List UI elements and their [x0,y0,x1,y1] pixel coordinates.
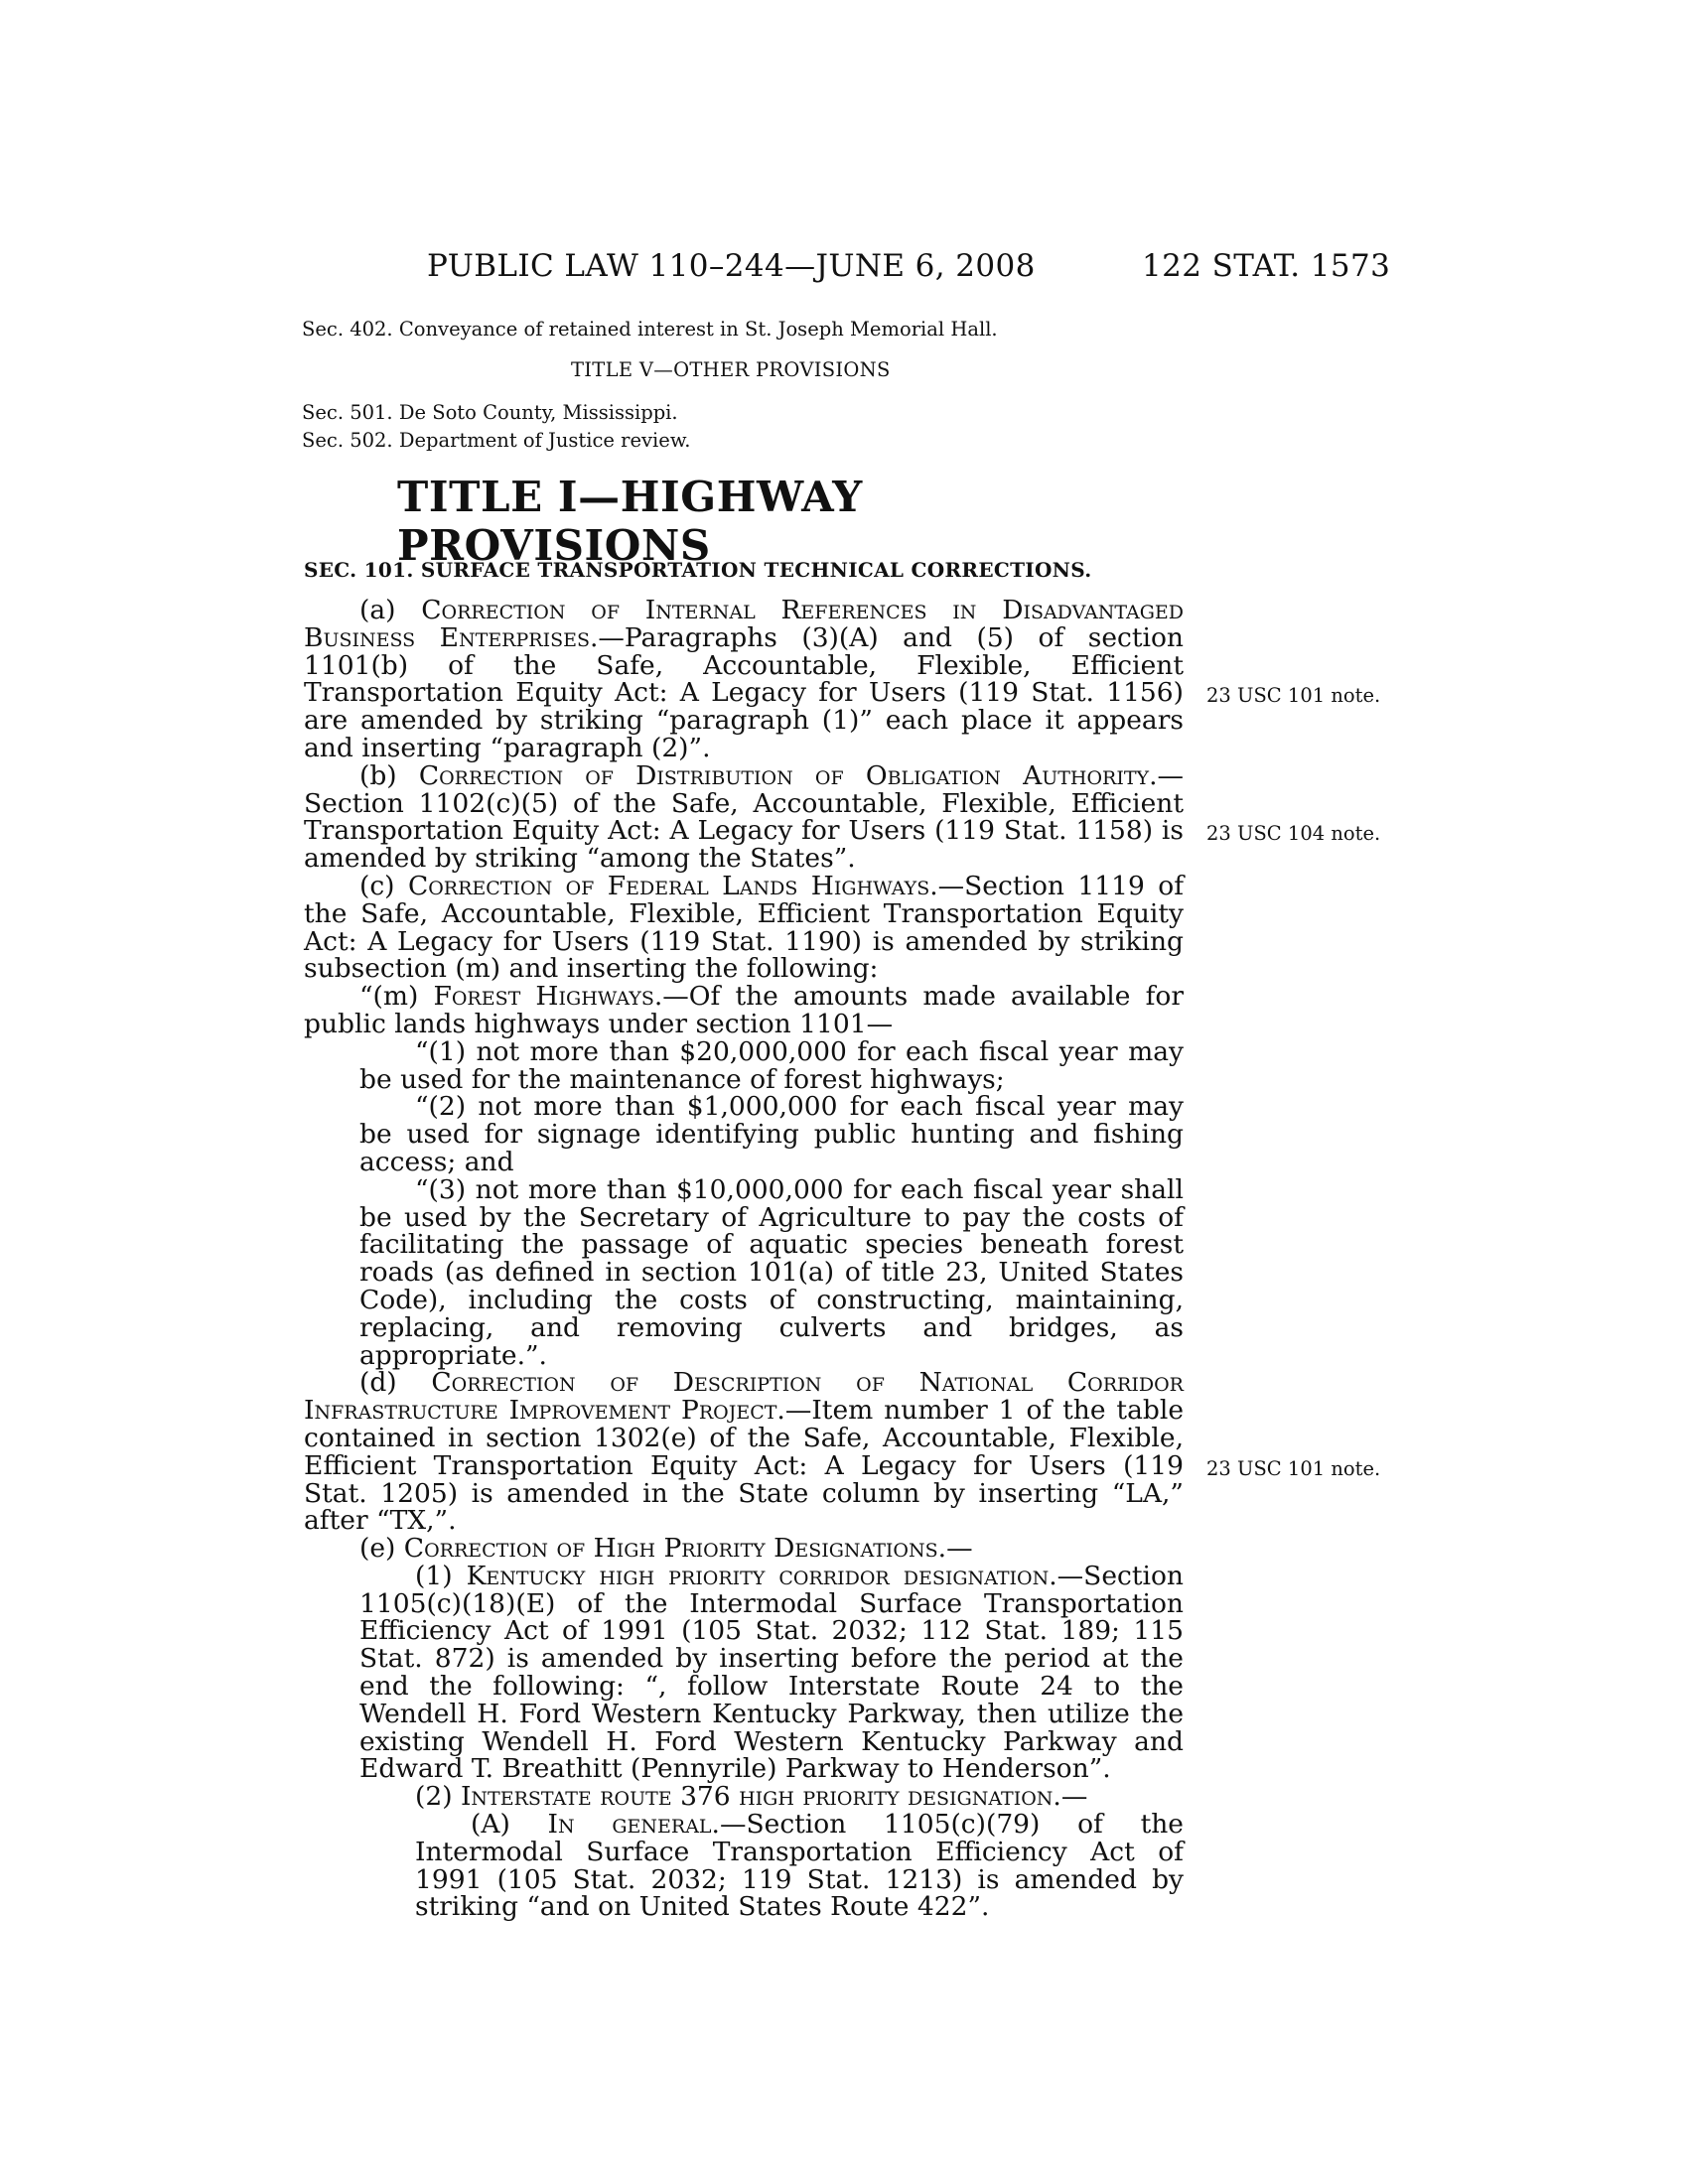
paragraph-e2-label: (2) [415,1781,461,1813]
subparagraph-e2a [304,1811,1184,1921]
subsection-b-text: — Section 1102(c)(5) of the Safe, Accountable, Flexible, Efficient Transportation Equity Act: A Legacy for Users (119 Stat. 1158) is amended by striking “among the States”. [304,759,1184,875]
section-body [304,597,1184,1921]
page-citation: 122 STAT. 1573 [1142,248,1391,284]
subsection-e-label: (e) [359,1533,404,1565]
paragraph-e1 [304,1560,1184,1785]
quoted-subsection-m-label: “(m) [359,981,434,1013]
subsection-d-text: —Item number 1 of the table contained in section 1302(e) of the Safe, Accountable, Flexible, Efficient Transportation Equity Act: A Legacy for Users (119 Stat. 1205) is amended in the State column by inserting “LA,” after “TX,”. [304,1395,1185,1537]
paragraph-e2-text: — [1060,1781,1088,1813]
margin-note-b: 23 USC 104 note. [1206,822,1381,845]
subsection-a-heading: Correction of Internal References in Disadvantaged Business Enterprises. [304,595,1184,653]
toc-item-402: Sec. 402. Conveyance of retained interest in St. Joseph Memorial Hall. [302,318,998,341]
subsection-a [304,597,1184,762]
quoted-paragraph-3: “(3) not more than $10,000,000 for each fiscal year shall be used by the Secretary of Agriculture to pay the costs of facilitating the passage of aquatic species beneath forest roads (as defined in section 101(a) of title 23, United States Code), including the costs of constructing, maintaining, replacing, and removing culverts and bridges, as appropriate.”. [359,1173,1184,1371]
section-heading: SEC. 101. SURFACE TRANSPORTATION TECHNICAL CORRECTIONS. [304,558,1092,582]
subsection-a-label: (a) [359,595,422,625]
toc-item-501: Sec. 501. De Soto County, Mississippi. [302,401,678,424]
subsection-d-heading: Correction of Description of National Corridor Infrastructure Improvement Project. [304,1367,1184,1427]
title-heading: TITLE I—HIGHWAY PROVISIONS [397,473,863,570]
paragraph-e1-heading: Kentucky high priority corridor designation. [466,1560,1057,1591]
subsection-b [304,759,1184,875]
subsection-d-label: (d) [359,1367,432,1399]
toc-title-v: TITLE V—OTHER PROVISIONS [571,358,891,381]
subsection-b-heading: Correction of Distribution of Obligation Authority. [418,759,1158,791]
subsection-e [304,1535,1184,1563]
subsection-b-label: (b) [359,759,419,791]
subsection-a-text: —Paragraphs (3)(A) and (5) of section 1101(b) of the Safe, Accountable, Flexible, Efficient Transportation Equity Act: A Legacy for Users (119 Stat. 1156) are amended by striking “paragraph (1)” each place it appears and inserting “paragraph (2)”. [304,621,1184,763]
paragraph-e2 [304,1783,1184,1811]
quoted-subsection-m-heading: Forest Highways. [433,981,663,1013]
quoted-paragraph-2: “(2) not more than $1,000,000 for each fiscal year may be used for signage identifying public hunting and fishing access; and [359,1091,1184,1177]
subsection-c-label: (c) [359,870,408,901]
subsection-d [304,1369,1184,1535]
margin-note-d: 23 USC 101 note. [1206,1457,1381,1480]
subsection-e-text: — [946,1533,973,1565]
margin-note-a: 23 USC 101 note. [1206,684,1381,707]
quoted-subsection-m-text: —Of the amounts made available for public lands highways under section 1101— [304,981,1184,1039]
paragraph-e2-heading: Interstate route 376 high priority designation. [460,1781,1061,1813]
subparagraph-e2a-text: —Section 1105(c)(79) of the Intermodal Surface Transportation Efficiency Act of 1991 (105 Stat. 2032; 119 Stat. 1213) is amended by striking “and on United States Route 422”. [415,1809,1184,1923]
toc-item-502: Sec. 502. Department of Justice review. [302,429,691,452]
paragraph-e1-label: (1) [415,1560,467,1591]
running-header-title: PUBLIC LAW 110–244—JUNE 6, 2008 [427,248,1036,284]
subsection-c-heading: Correction of Federal Lands Highways. [407,870,938,901]
subsection-e-heading: Correction of High Priority Designations. [403,1533,947,1565]
subsection-c-text: —Section 1119 of the Safe, Accountable, Flexible, Efficient Transportation Equity Act: A Legacy for Users (119 Stat. 1190) is amended by striking subsection (m) and inserting the following: [304,870,1184,985]
subparagraph-e2a-heading: In general. [547,1809,720,1841]
paragraph-e1-text: —Section 1105(c)(18)(E) of the Intermodal Surface Transportation Efficiency Act of 1991 (105 Stat. 2032; 112 Stat. 189; 115 Stat. 872) is amended by inserting before the period at the end the following: “, follow Interstate Route 24 to the Wendell H. Ford Western Kentucky Parkway, then utilize the existing Wendell H. Ford Western Kentucky Parkway and Edward T. Breathitt (Pennyrile) Parkway to Henderson”. [359,1560,1184,1785]
subsection-c [304,870,1184,985]
quoted-subsection-m [304,983,1184,1038]
quoted-paragraph-1: “(1) not more than $20,000,000 for each fiscal year may be used for the maintenance of forest highways; [359,1035,1184,1095]
subparagraph-e2a-label: (A) [471,1809,548,1841]
